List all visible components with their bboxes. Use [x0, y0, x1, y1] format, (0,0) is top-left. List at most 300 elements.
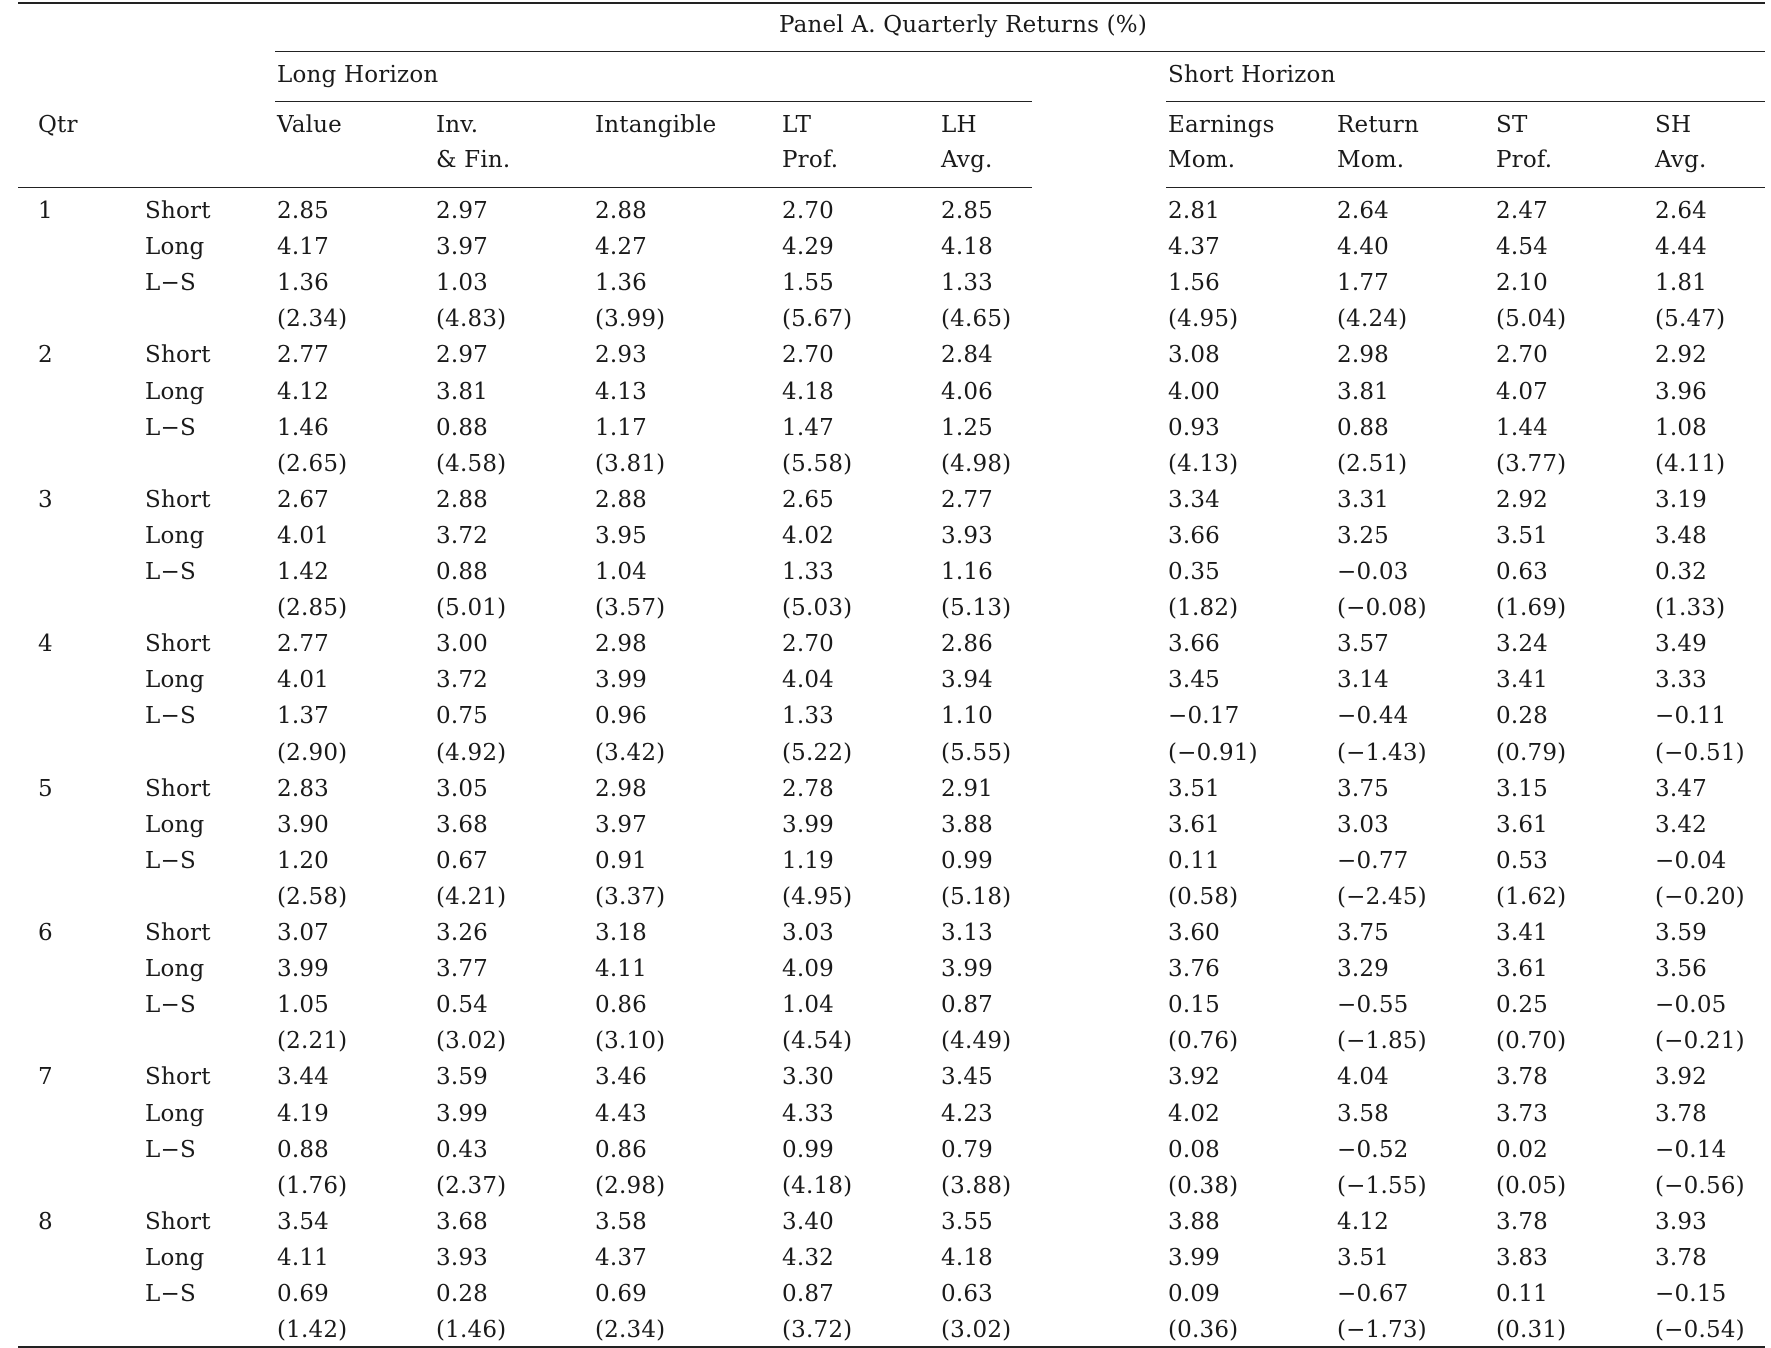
value-cell: 3.56: [1655, 956, 1708, 983]
t-stat-cell: (3.81): [595, 450, 666, 477]
value-cell: 1.25: [941, 414, 994, 441]
value-cell: −0.11: [1655, 703, 1727, 730]
value-cell: 1.20: [277, 847, 330, 874]
t-stat-cell: (2.90): [277, 739, 348, 766]
value-cell: 0.11: [1496, 1281, 1549, 1307]
value-cell: 4.32: [782, 1244, 835, 1271]
value-cell: 1.04: [595, 559, 648, 585]
value-cell: 3.51: [1337, 1244, 1390, 1271]
t-stat-cell: (5.04): [1496, 306, 1567, 333]
t-stat-cell: (5.67): [782, 306, 853, 333]
value-cell: 2.77: [277, 342, 330, 369]
value-cell: 2.98: [595, 631, 648, 658]
value-cell: 1.55: [782, 270, 835, 297]
value-cell: 3.75: [1337, 920, 1390, 946]
value-cell: 4.37: [1168, 234, 1221, 261]
value-cell: 3.99: [436, 1100, 489, 1127]
row-label: Long: [145, 522, 205, 549]
t-stat-cell: (4.92): [436, 739, 507, 766]
value-cell: 4.04: [782, 667, 835, 694]
value-cell: 3.99: [595, 667, 648, 694]
value-cell: 3.49: [1655, 631, 1708, 658]
value-cell: 3.54: [277, 1208, 330, 1235]
t-stat-cell: (−0.21): [1655, 1028, 1745, 1055]
column-header: Earnings: [1168, 112, 1275, 138]
value-cell: 0.67: [436, 847, 489, 874]
value-cell: 2.86: [941, 631, 994, 658]
value-cell: 3.93: [1655, 1208, 1708, 1235]
value-cell: 4.13: [595, 378, 648, 405]
t-stat-cell: (4.98): [941, 450, 1012, 477]
value-cell: 3.14: [1337, 667, 1390, 694]
quarter-number: 3: [38, 486, 53, 513]
value-cell: 4.44: [1655, 234, 1708, 261]
value-cell: 2.85: [277, 198, 330, 224]
value-cell: 0.69: [595, 1281, 648, 1307]
column-header-line2: Prof.: [782, 147, 839, 173]
value-cell: 2.84: [941, 342, 994, 369]
value-cell: 2.70: [782, 342, 835, 369]
value-cell: 2.98: [1337, 342, 1390, 369]
value-cell: 3.97: [436, 234, 489, 261]
value-cell: 1.33: [782, 559, 835, 585]
value-cell: 2.64: [1655, 198, 1708, 224]
value-cell: 2.93: [595, 342, 648, 369]
value-cell: 3.99: [941, 956, 994, 983]
value-cell: 0.96: [595, 703, 648, 730]
panel-title-rule: [275, 51, 1765, 52]
value-cell: 3.47: [1655, 775, 1708, 802]
value-cell: 2.88: [595, 486, 648, 513]
value-cell: 3.76: [1168, 956, 1221, 983]
value-cell: 3.41: [1496, 667, 1549, 694]
value-cell: −0.52: [1337, 1136, 1409, 1163]
group-header-short-horizon: Short Horizon: [1168, 62, 1336, 88]
t-stat-cell: (0.76): [1168, 1028, 1239, 1055]
t-stat-cell: (2.85): [277, 595, 348, 622]
value-cell: 2.64: [1337, 198, 1390, 224]
value-cell: 3.34: [1168, 486, 1221, 513]
value-cell: 2.70: [782, 198, 835, 224]
value-cell: 4.01: [277, 522, 330, 549]
quarter-number: 8: [38, 1208, 53, 1235]
value-cell: 3.44: [277, 1064, 330, 1091]
value-cell: 3.40: [782, 1208, 835, 1235]
value-cell: 4.40: [1337, 234, 1390, 261]
column-header-line2: Mom.: [1168, 147, 1236, 173]
value-cell: 0.88: [436, 414, 489, 441]
t-stat-cell: (5.03): [782, 595, 853, 622]
t-stat-cell: (3.10): [595, 1028, 666, 1055]
column-header-line2: Avg.: [941, 147, 993, 173]
value-cell: 3.77: [436, 956, 489, 983]
value-cell: −0.04: [1655, 847, 1727, 874]
group-header-long-horizon: Long Horizon: [277, 62, 439, 88]
row-label: L−S: [145, 270, 196, 297]
value-cell: 3.88: [1168, 1208, 1221, 1235]
t-stat-cell: (3.77): [1496, 450, 1567, 477]
value-cell: 1.33: [941, 270, 994, 297]
row-label: Short: [145, 775, 211, 802]
value-cell: 3.45: [1168, 667, 1221, 694]
t-stat-cell: (5.01): [436, 595, 507, 622]
value-cell: 3.59: [436, 1064, 489, 1091]
value-cell: −0.14: [1655, 1136, 1727, 1163]
t-stat-cell: (−0.08): [1337, 595, 1427, 622]
t-stat-cell: (5.22): [782, 739, 853, 766]
header-bottom-rule-right: [1166, 187, 1765, 188]
value-cell: 2.67: [277, 486, 330, 513]
row-label: L−S: [145, 559, 196, 585]
value-cell: 1.36: [595, 270, 648, 297]
row-label: Long: [145, 1100, 205, 1127]
value-cell: 3.68: [436, 1208, 489, 1235]
value-cell: 3.30: [782, 1064, 835, 1091]
value-cell: 1.47: [782, 414, 835, 441]
value-cell: 1.81: [1655, 270, 1708, 297]
t-stat-cell: (−0.20): [1655, 883, 1745, 910]
t-stat-cell: (1.69): [1496, 595, 1567, 622]
value-cell: 3.60: [1168, 920, 1221, 946]
value-cell: 4.06: [941, 378, 994, 405]
value-cell: 3.78: [1655, 1244, 1708, 1271]
t-stat-cell: (5.18): [941, 883, 1012, 910]
value-cell: 2.10: [1496, 270, 1549, 297]
value-cell: 3.29: [1337, 956, 1390, 983]
value-cell: 3.45: [941, 1064, 994, 1091]
value-cell: 1.19: [782, 847, 835, 874]
value-cell: 2.92: [1496, 486, 1549, 513]
t-stat-cell: (−1.73): [1337, 1317, 1427, 1344]
value-cell: 0.87: [941, 992, 994, 1019]
t-stat-cell: (2.58): [277, 883, 348, 910]
value-cell: 2.77: [277, 631, 330, 658]
t-stat-cell: (−0.51): [1655, 739, 1745, 766]
value-cell: 3.95: [595, 522, 648, 549]
row-label: Short: [145, 1064, 211, 1091]
row-label: L−S: [145, 414, 196, 441]
value-cell: 3.83: [1496, 1244, 1549, 1271]
value-cell: 4.00: [1168, 378, 1221, 405]
value-cell: 4.07: [1496, 378, 1549, 405]
row-label: L−S: [145, 1281, 196, 1307]
value-cell: 2.47: [1496, 198, 1549, 224]
quarter-number: 2: [38, 342, 53, 369]
t-stat-cell: (4.11): [1655, 450, 1726, 477]
t-stat-cell: (2.51): [1337, 450, 1408, 477]
value-cell: 3.55: [941, 1208, 994, 1235]
value-cell: 3.78: [1655, 1100, 1708, 1127]
quarter-number: 7: [38, 1064, 53, 1091]
value-cell: 3.19: [1655, 486, 1708, 513]
value-cell: 2.78: [782, 775, 835, 802]
t-stat-cell: (−1.43): [1337, 739, 1427, 766]
value-cell: 2.97: [436, 198, 489, 224]
t-stat-cell: (4.13): [1168, 450, 1239, 477]
long-horizon-rule: [275, 101, 1032, 102]
value-cell: 1.36: [277, 270, 330, 297]
value-cell: 3.99: [277, 956, 330, 983]
t-stat-cell: (2.34): [595, 1317, 666, 1344]
t-stat-cell: (−1.55): [1337, 1172, 1427, 1199]
value-cell: 3.15: [1496, 775, 1549, 802]
value-cell: 4.04: [1337, 1064, 1390, 1091]
value-cell: 0.69: [277, 1281, 330, 1307]
value-cell: 3.81: [1337, 378, 1390, 405]
t-stat-cell: (−1.85): [1337, 1028, 1427, 1055]
value-cell: 2.83: [277, 775, 330, 802]
value-cell: 4.01: [277, 667, 330, 694]
value-cell: 3.13: [941, 920, 994, 946]
value-cell: 3.42: [1655, 811, 1708, 838]
value-cell: 3.99: [782, 811, 835, 838]
value-cell: 2.70: [782, 631, 835, 658]
value-cell: 2.88: [595, 198, 648, 224]
value-cell: 0.88: [436, 559, 489, 585]
row-label: Long: [145, 811, 205, 838]
value-cell: −0.55: [1337, 992, 1409, 1019]
t-stat-cell: (1.33): [1655, 595, 1726, 622]
row-label: Short: [145, 631, 211, 658]
value-cell: 4.09: [782, 956, 835, 983]
value-cell: 0.86: [595, 1136, 648, 1163]
value-cell: 4.02: [782, 522, 835, 549]
t-stat-cell: (4.58): [436, 450, 507, 477]
row-label: Short: [145, 486, 211, 513]
value-cell: 4.18: [782, 378, 835, 405]
row-label: L−S: [145, 992, 196, 1019]
value-cell: 2.92: [1655, 342, 1708, 369]
t-stat-cell: (−0.56): [1655, 1172, 1745, 1199]
value-cell: 3.73: [1496, 1100, 1549, 1127]
value-cell: 4.12: [277, 378, 330, 405]
column-header-line2: Prof.: [1496, 147, 1553, 173]
t-stat-cell: (3.88): [941, 1172, 1012, 1199]
value-cell: 1.77: [1337, 270, 1390, 297]
row-label: Long: [145, 667, 205, 694]
value-cell: 4.54: [1496, 234, 1549, 261]
column-header: Inv.: [436, 112, 479, 138]
t-stat-cell: (4.65): [941, 306, 1012, 333]
row-label: Short: [145, 1208, 211, 1235]
value-cell: 3.61: [1496, 956, 1549, 983]
t-stat-cell: (1.62): [1496, 883, 1567, 910]
value-cell: 3.24: [1496, 631, 1549, 658]
value-cell: 3.03: [1337, 811, 1390, 838]
value-cell: 0.79: [941, 1136, 994, 1163]
value-cell: 3.90: [277, 811, 330, 838]
row-label: Short: [145, 920, 211, 946]
value-cell: 0.63: [941, 1281, 994, 1307]
t-stat-cell: (2.21): [277, 1028, 348, 1055]
row-label: Long: [145, 378, 205, 405]
value-cell: 1.17: [595, 414, 648, 441]
panel-title: Panel A. Quarterly Returns (%): [778, 12, 1148, 38]
t-stat-cell: (5.47): [1655, 306, 1726, 333]
value-cell: 0.28: [1496, 703, 1549, 730]
value-cell: 3.31: [1337, 486, 1390, 513]
t-stat-cell: (4.18): [782, 1172, 853, 1199]
value-cell: 2.85: [941, 198, 994, 224]
value-cell: 3.08: [1168, 342, 1221, 369]
column-header: Return: [1337, 112, 1419, 138]
t-stat-cell: (−0.54): [1655, 1317, 1745, 1344]
column-header-line2: Avg.: [1655, 147, 1707, 173]
value-cell: 0.43: [436, 1136, 489, 1163]
row-label: Long: [145, 234, 205, 261]
t-stat-cell: (−2.45): [1337, 883, 1427, 910]
value-cell: −0.67: [1337, 1281, 1409, 1307]
t-stat-cell: (4.24): [1337, 306, 1408, 333]
column-header: Intangible: [595, 112, 717, 138]
t-stat-cell: (5.58): [782, 450, 853, 477]
value-cell: 1.08: [1655, 414, 1708, 441]
t-stat-cell: (0.31): [1496, 1317, 1567, 1344]
value-cell: 3.25: [1337, 522, 1390, 549]
value-cell: 0.25: [1496, 992, 1549, 1019]
value-cell: −0.17: [1168, 703, 1240, 730]
value-cell: 3.03: [782, 920, 835, 946]
value-cell: 1.03: [436, 270, 489, 297]
value-cell: 4.43: [595, 1100, 648, 1127]
qtr-header: Qtr: [38, 112, 78, 138]
t-stat-cell: (4.49): [941, 1028, 1012, 1055]
t-stat-cell: (4.83): [436, 306, 507, 333]
column-header: Value: [277, 112, 342, 138]
row-label: L−S: [145, 1136, 196, 1163]
value-cell: 3.72: [436, 522, 489, 549]
t-stat-cell: (0.58): [1168, 883, 1239, 910]
value-cell: −0.77: [1337, 847, 1409, 874]
t-stat-cell: (0.38): [1168, 1172, 1239, 1199]
value-cell: 1.46: [277, 414, 330, 441]
value-cell: 2.70: [1496, 342, 1549, 369]
t-stat-cell: (3.02): [436, 1028, 507, 1055]
value-cell: 3.41: [1496, 920, 1549, 946]
value-cell: 0.09: [1168, 1281, 1221, 1307]
value-cell: 3.92: [1655, 1064, 1708, 1091]
value-cell: 2.91: [941, 775, 994, 802]
value-cell: 3.93: [436, 1244, 489, 1271]
value-cell: 0.87: [782, 1281, 835, 1307]
value-cell: 2.77: [941, 486, 994, 513]
t-stat-cell: (2.65): [277, 450, 348, 477]
value-cell: 0.15: [1168, 992, 1221, 1019]
value-cell: 4.17: [277, 234, 330, 261]
column-header-line2: Mom.: [1337, 147, 1405, 173]
value-cell: 3.66: [1168, 631, 1221, 658]
value-cell: 1.33: [782, 703, 835, 730]
value-cell: −0.05: [1655, 992, 1727, 1019]
value-cell: 2.88: [436, 486, 489, 513]
value-cell: 3.07: [277, 920, 330, 946]
value-cell: 2.65: [782, 486, 835, 513]
value-cell: 3.75: [1337, 775, 1390, 802]
value-cell: −0.03: [1337, 559, 1409, 585]
t-stat-cell: (−0.91): [1168, 739, 1258, 766]
value-cell: 3.78: [1496, 1064, 1549, 1091]
value-cell: 4.29: [782, 234, 835, 261]
value-cell: 3.93: [941, 522, 994, 549]
value-cell: 0.08: [1168, 1136, 1221, 1163]
value-cell: 4.27: [595, 234, 648, 261]
value-cell: 4.12: [1337, 1208, 1390, 1235]
t-stat-cell: (4.95): [1168, 306, 1239, 333]
value-cell: 0.32: [1655, 559, 1708, 585]
column-header: SH: [1655, 112, 1692, 138]
value-cell: 3.51: [1168, 775, 1221, 802]
value-cell: 1.42: [277, 559, 330, 585]
value-cell: 0.93: [1168, 414, 1221, 441]
value-cell: 4.37: [595, 1244, 648, 1271]
quarter-number: 1: [38, 198, 53, 224]
t-stat-cell: (3.42): [595, 739, 666, 766]
t-stat-cell: (0.79): [1496, 739, 1567, 766]
value-cell: 0.99: [941, 847, 994, 874]
row-label: Short: [145, 342, 211, 369]
t-stat-cell: (0.70): [1496, 1028, 1567, 1055]
t-stat-cell: (4.21): [436, 883, 507, 910]
value-cell: 4.33: [782, 1100, 835, 1127]
value-cell: 3.33: [1655, 667, 1708, 694]
t-stat-cell: (3.57): [595, 595, 666, 622]
value-cell: 3.81: [436, 378, 489, 405]
value-cell: 0.35: [1168, 559, 1221, 585]
t-stat-cell: (3.72): [782, 1317, 853, 1344]
value-cell: 4.02: [1168, 1100, 1221, 1127]
t-stat-cell: (3.37): [595, 883, 666, 910]
value-cell: 3.48: [1655, 522, 1708, 549]
t-stat-cell: (0.05): [1496, 1172, 1567, 1199]
t-stat-cell: (1.82): [1168, 595, 1239, 622]
value-cell: 0.11: [1168, 847, 1221, 874]
value-cell: 0.88: [1337, 414, 1390, 441]
t-stat-cell: (2.34): [277, 306, 348, 333]
value-cell: 3.96: [1655, 378, 1708, 405]
t-stat-cell: (1.76): [277, 1172, 348, 1199]
t-stat-cell: (2.98): [595, 1172, 666, 1199]
column-header: LH: [941, 112, 977, 138]
t-stat-cell: (0.36): [1168, 1317, 1239, 1344]
value-cell: 1.16: [941, 559, 994, 585]
quarter-number: 6: [38, 920, 53, 946]
row-label: Short: [145, 198, 211, 224]
t-stat-cell: (5.13): [941, 595, 1012, 622]
row-label: L−S: [145, 847, 196, 874]
value-cell: 3.88: [941, 811, 994, 838]
value-cell: 4.11: [595, 956, 648, 983]
value-cell: 3.18: [595, 920, 648, 946]
value-cell: 4.11: [277, 1244, 330, 1271]
value-cell: −0.15: [1655, 1281, 1727, 1307]
value-cell: 0.86: [595, 992, 648, 1019]
t-stat-cell: (4.95): [782, 883, 853, 910]
value-cell: 0.75: [436, 703, 489, 730]
short-horizon-rule: [1166, 101, 1765, 102]
value-cell: 3.00: [436, 631, 489, 658]
value-cell: 3.05: [436, 775, 489, 802]
value-cell: 3.97: [595, 811, 648, 838]
value-cell: 0.28: [436, 1281, 489, 1307]
value-cell: 0.88: [277, 1136, 330, 1163]
value-cell: 3.58: [1337, 1100, 1390, 1127]
value-cell: 3.26: [436, 920, 489, 946]
value-cell: 4.18: [941, 234, 994, 261]
value-cell: 1.37: [277, 703, 330, 730]
value-cell: 3.61: [1496, 811, 1549, 838]
value-cell: 2.81: [1168, 198, 1221, 224]
value-cell: 3.78: [1496, 1208, 1549, 1235]
